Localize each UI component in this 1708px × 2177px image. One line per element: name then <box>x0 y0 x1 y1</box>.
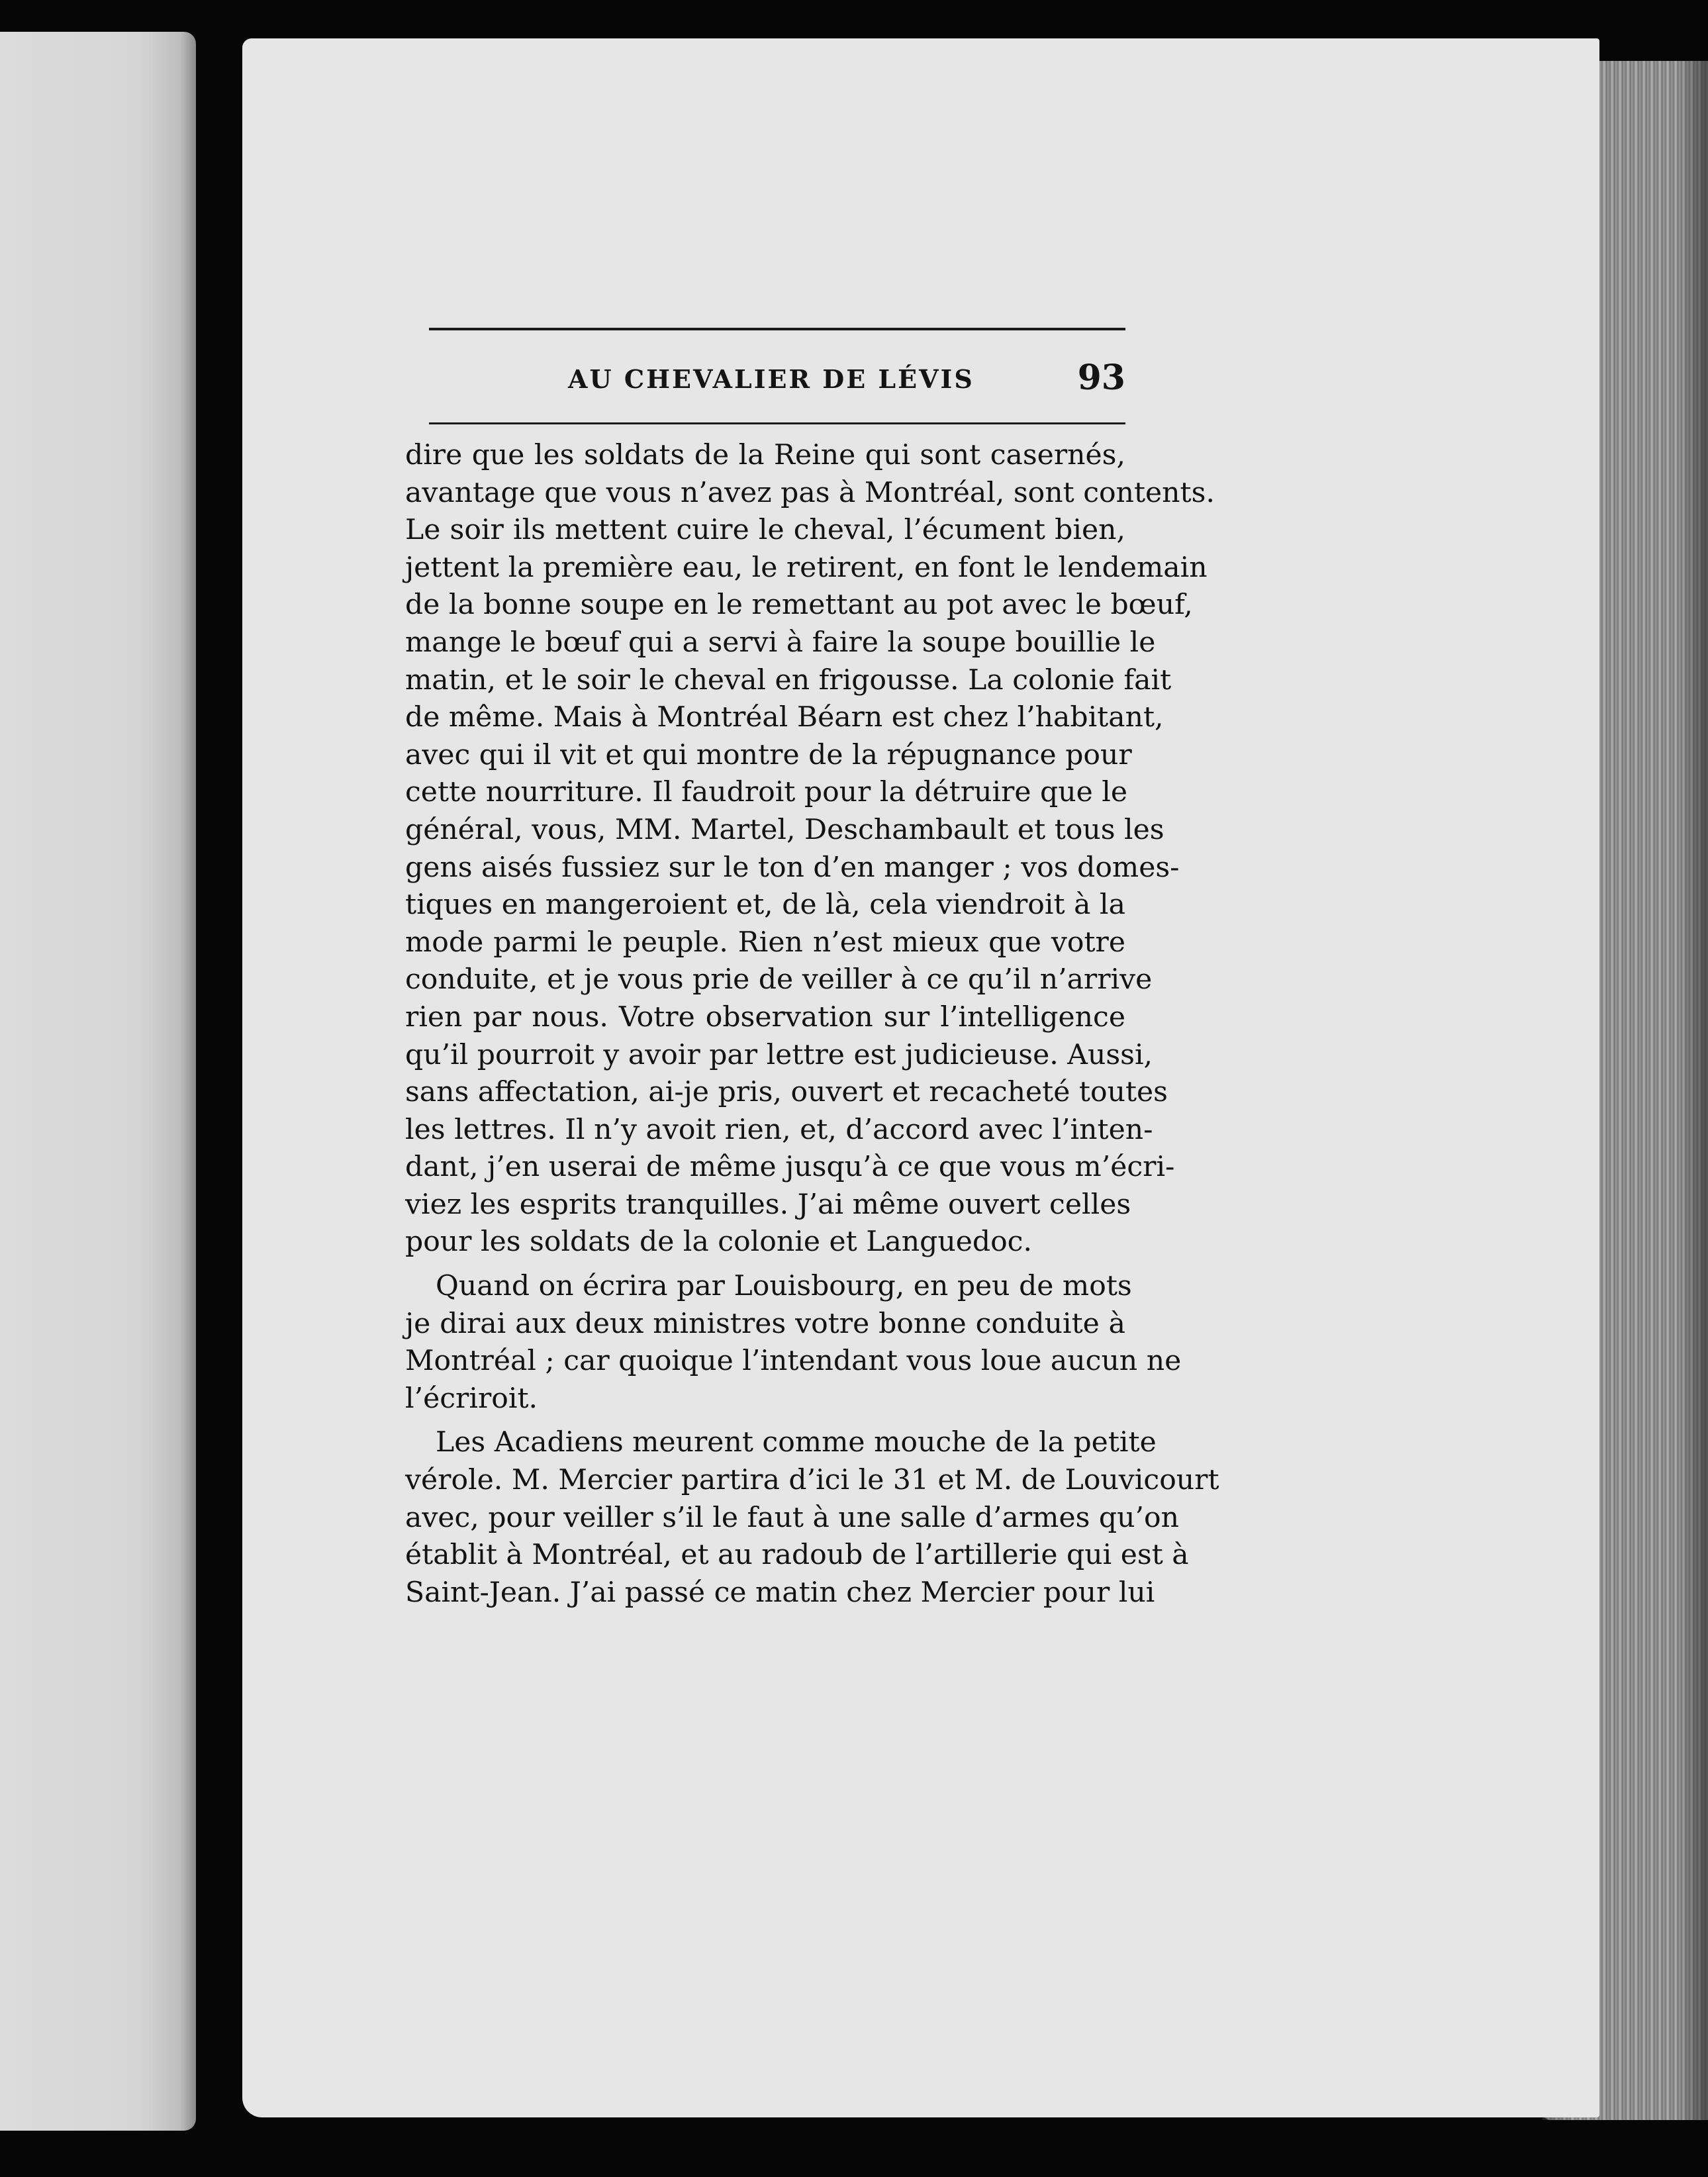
text-line: conduite, et je vous prie de veiller à ce qu’il n’arrive <box>405 963 1153 996</box>
text-line: rien par nous. Votre observation sur l’intelligence <box>405 1000 1125 1034</box>
text-line: gens aisés fussiez sur le ton d’en manger ; vos domes- <box>405 851 1180 884</box>
text-line: sans affectation, ai-je pris, ouvert et recacheté toutes <box>405 1076 1168 1109</box>
text-line: établit à Montréal, et au radoub de l’artillerie qui est à <box>405 1539 1189 1572</box>
text-line: avec, pour veiller s’il le faut à une salle d’armes qu’on <box>405 1501 1179 1534</box>
text-line: vérole. M. Mercier partira d’ici le 31 et M. de Louvicourt <box>405 1464 1219 1497</box>
header-rule-bottom <box>429 422 1125 424</box>
facing-page-edge <box>0 32 196 2131</box>
text-line: cette nourriture. Il faudroit pour la détruire que le <box>405 776 1127 809</box>
text-line: jettent la première eau, le retirent, en font le lendemain <box>405 551 1208 584</box>
running-head <box>429 351 1125 411</box>
text-line: mange le bœuf qui a servi à faire la soupe bouillie le <box>405 626 1156 659</box>
page-number: 93 <box>1077 358 1125 398</box>
text-line: Le soir ils mettent cuire le cheval, l’écument bien, <box>405 514 1125 547</box>
text-line: de la bonne soupe en le remettant au pot avec le bœuf, <box>405 589 1193 622</box>
text-line: tiques en mangeroient et, de là, cela viendroit à la <box>405 889 1125 922</box>
text-line: je dirai aux deux ministres votre bonne conduite à <box>405 1307 1125 1340</box>
text-line: Les Acadiens meurent comme mouche de la petite <box>436 1426 1157 1459</box>
body-text <box>405 437 1219 1612</box>
text-line: Montréal ; car quoique l’intendant vous loue aucun ne <box>405 1345 1182 1378</box>
paragraph <box>405 1424 1219 1612</box>
text-line: Quand on écrira par Louisbourg, en peu de mots <box>436 1270 1132 1303</box>
text-line: général, vous, MM. Martel, Deschambault et tous les <box>405 813 1164 846</box>
text-line: Saint-Jean. J’ai passé ce matin chez Mercier pour lui <box>405 1576 1155 1609</box>
text-line: qu’il pourroit y avoir par lettre est judicieuse. Aussi, <box>405 1038 1153 1071</box>
text-line: de même. Mais à Montréal Béarn est chez l’habitant, <box>405 701 1164 734</box>
running-title: AU CHEVALIER DE LÉVIS <box>568 364 974 394</box>
text-line: viez les esprits tranquilles. J’ai même ouvert celles <box>405 1188 1131 1221</box>
paragraph <box>405 437 1215 1261</box>
text-line: les lettres. Il n’y avoit rien, et, d’accord avec l’inten- <box>405 1113 1153 1146</box>
text-line: dire que les soldats de la Reine qui sont casernés, <box>405 439 1125 471</box>
text-line: matin, et le soir le cheval en frigousse. La colonie fait <box>405 663 1172 697</box>
text-line: dant, j’en userai de même jusqu’à ce que vous m’écri- <box>405 1151 1175 1184</box>
paragraph <box>405 1268 1182 1418</box>
text-line: mode parmi le peuple. Rien n’est mieux que votre <box>405 926 1125 959</box>
text-line: avantage que vous n’avez pas à Montréal, sont contents. <box>405 476 1215 509</box>
header-rule-top <box>429 328 1125 330</box>
text-line: avec qui il vit et qui montre de la répugnance pour <box>405 738 1132 771</box>
text-line: l’écriroit. <box>405 1382 538 1415</box>
text-line: pour les soldats de la colonie et Languedoc. <box>405 1226 1032 1259</box>
